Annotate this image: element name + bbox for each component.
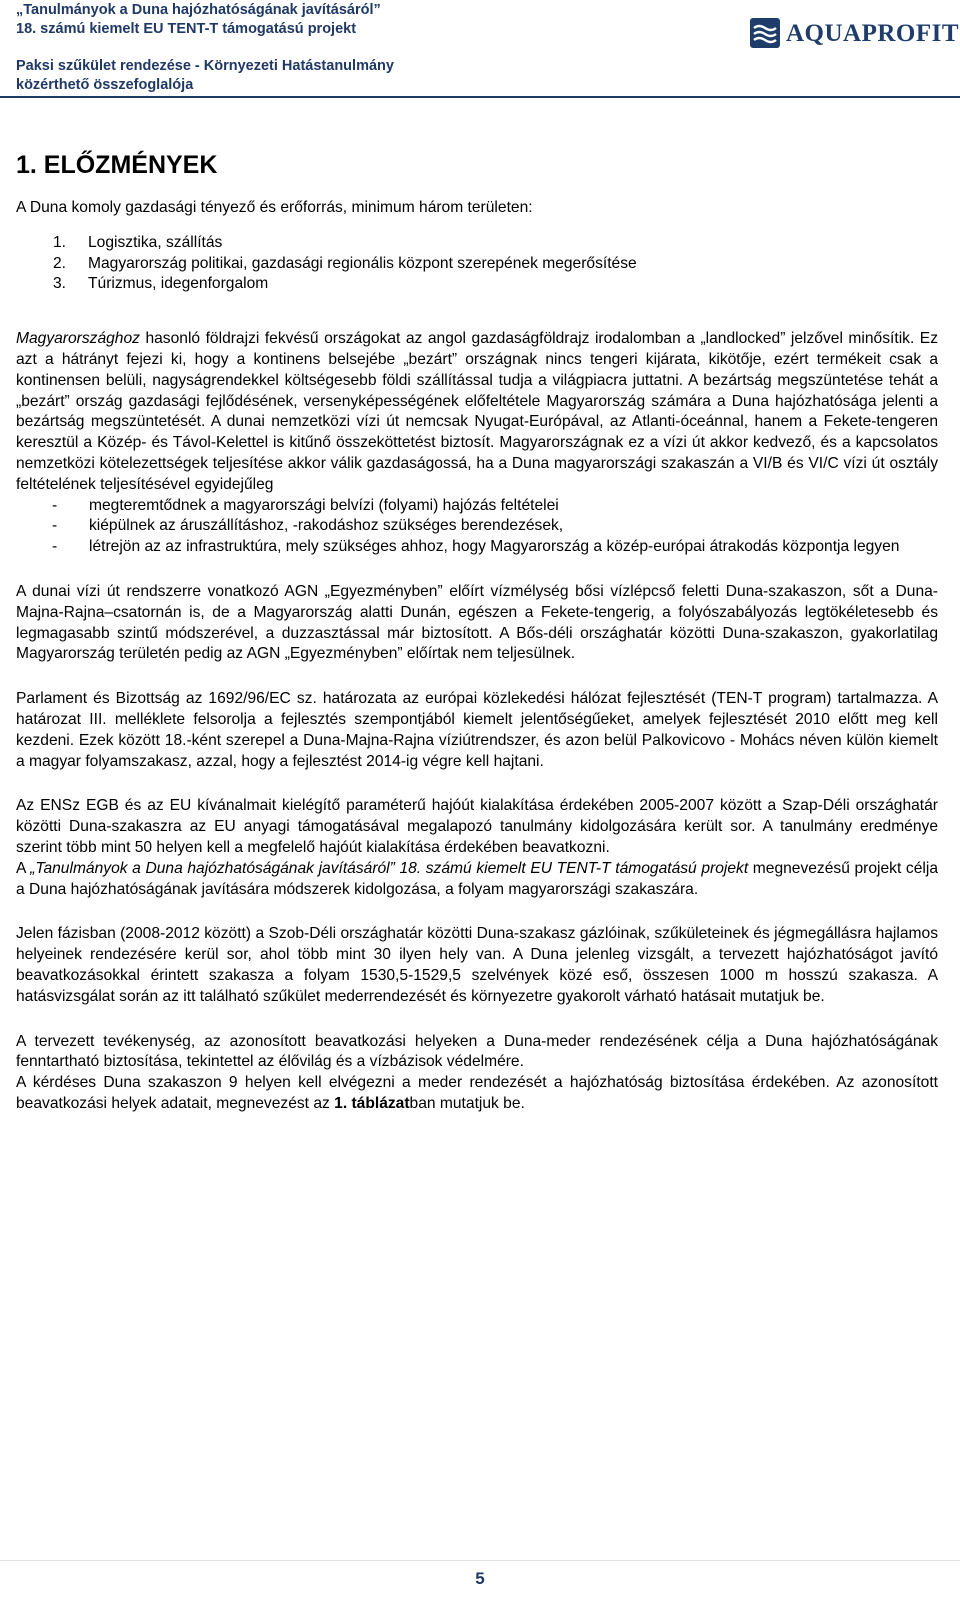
paragraph-agn: A dunai vízi út rendszerre vonatkozó AGN „Egyezményben” előírt vízmélység bősi vízlépcső feletti Duna-szakaszon, sőt a Duna-Majna-Rajna–csatornán is, de a Magyarország alatti Dunán, egészen a Fekete-tengerig, a folyószabályozás legtökéletesebb és legmagasabb szintű módszerével, a duzzasztással már biztosított. A Bős-déli országhatár közötti Duna-szakaszon, gyakorlatilag Magyarország területén pedig az AGN „Egyezményben” előírtak nem teljesülnek. [16,582,938,663]
paragraph-current-phase: Jelen fázisban (2008-2012 között) a Szob-Déli országhatár közötti Duna-szakasz gázlóinak, szűkületeinek és jégmegállásra hajlamos helyeinek rendezésére kerül sor, ahol több mint 30 ilyen hely van. A Duna jelenleg vizsgált, a tervezett hajózhatóságot javító beavatkozásokkal érintett szakasza a folyam 1530,5-1529,5 szelvények közé eső, összesen 1000 m hosszú szakasza. A hatásvizsgálat során az itt található szűkület mederrendezését és környezetre gyakorolt várható hatásait mutatjuk be. [16,925,938,1005]
list-item-number: 1. [53,233,67,251]
paragraph-text: ban mutatjuk be. [409,1094,525,1112]
paragraph-project [16,859,938,901]
list-item [16,233,938,254]
dash-list [16,496,938,558]
paragraph-landlocked [16,329,938,495]
header-project-title: „Tanulmányok a Duna hajózhatóságának javításáról” [16,2,381,18]
table-reference: 1. táblázat [334,1094,410,1112]
paragraph-table-reference [16,1073,938,1115]
logo-wordmark: AQUAPROFIT [786,20,960,47]
italic-project-name: „Tanulmányok a Duna hajózhatóságának javításáról” 18. számú kiemelt EU TENT-T támogatású projekt [30,859,749,877]
list-item-number: 3. [53,275,67,293]
list-item [16,537,938,558]
paragraph-text: A [16,859,31,877]
page-header [16,0,960,98]
dash-marker: - [52,538,58,556]
page-number: 5 [475,1569,485,1588]
list-item [16,516,938,537]
paragraph-text: hasonló földrajzi fekvésű országokat az angol gazdaságföldrajz irodalomban a „landlocked” jelzővel minősítik. Ez azt a hátrányt fejezi ki, hogy a kontinens belsejébe „bezárt” országnak nincs tengeri kijárata, kikötője, ezért termékeit csak a kontinensen belüli, nagyságrendekkel költségesebb földi szállítással tudja a világpiacra juttatni. A bezártság megszüntetése tehát a „bezárt” ország gazdasági fejlődésének, versenyképességének előfeltétele Magyarország számára a Duna hajózhatósága jelenti a bezártság megszüntetését. A dunai nemzetközi vízi út nemcsak Nyugat-Európával, az Atlanti-óceánnal, hanem a Fekete-tengeren keresztül a Közép- és Távol-Kelettel is kitűnő összeköttetést biztosít. Magyarországnak ez a vízi út akkor kedvező, és a kapcsolatos nemzetközi kötelezettségek teljesítése akkor válik gazdaságossá, ha a Duna magyarországi szakaszán a VI/B és VI/C vízi út osztály feltételének teljesítésével egyidejűleg [16,330,938,493]
list-item [16,496,938,517]
header-document-subtitle: közérthető összefoglalója [16,77,194,93]
list-item [16,254,938,275]
list-item-text: Logisztika, szállítás [88,233,223,251]
section-title: 1. ELŐZMÉNYEK [16,151,218,179]
dash-marker: - [52,517,58,535]
intro-paragraph: A Duna komoly gazdasági tényező és erőforrás, minimum három területen: [16,199,533,216]
paragraph-ten-t: Parlament és Bizottság az 1692/96/EC sz. határozata az európai közlekedési hálózat fejlesztését (TEN-T program) tartalmazza. A határozat III. melléklete felsorolja a fejlesztés szempontjából kiemelt jelentőségűeket, amelyek fejlesztését 2010 előtt meg kell kezdeni. Ezek között 18.-ként szerepel a Duna-Majna-Rajna víziútrendszer, és azon belül Palkovicovo - Mohács néven külön kiemelt a magyar folyamszakasz, azzal, hogy a fejlesztést 2014-ig végre kell hajtani. [16,690,938,770]
paragraph-planned-activity: A tervezett tevékenység, az azonosított beavatkozási helyeken a Duna-meder rendezésének célja a Duna hajózhatóságának fenntartható biztosítása, tekintettel az élővilág és a vízbázisok védelmére. [16,1032,938,1071]
footer-divider [0,1560,960,1561]
list-item [16,274,938,295]
aquaprofit-logo-icon [750,18,780,48]
list-item-text: létrejön az az infrastruktúra, mely szükséges ahhoz, hogy Magyarország a közép-európai átrakodás központja legyen [89,538,900,556]
italic-term: Magyarországhoz [16,330,140,348]
header-divider [0,96,960,98]
paragraph-text: A kérdéses Duna szakaszon 9 helyen kell elvégezni a meder rendezését a hajózhatóság biztosítása érdekében. Az azonosított beavatkozási helyek adatait, megnevezést az [16,1074,938,1112]
document-body [16,150,938,1115]
paragraph-ensz: Az ENSz EGB és az EU kívánalmait kielégítő paraméterű hajóút kialakítása érdekében 2005-2007 között a Szap-Déli országhatár közötti Duna-szakaszra az EU anyagi támogatásával megalapozó tanulmány kidolgozására került sor. A tanulmány eredménye szerint több mint 50 helyen kell a megfelelő hajóút kialakítása érdekében beavatkozni. [16,797,938,856]
aquaprofit-logo [750,18,960,52]
list-item-text: Magyarország politikai, gazdasági regionális központ szerepének megerősítése [88,254,637,272]
list-item-text: Túrizmus, idegenforgalom [88,275,269,293]
list-item-text: kiépülnek az áruszállításhoz, -rakodáshoz szükséges berendezések, [89,517,564,535]
list-item-text: megteremtődnek a magyarországi belvízi (folyami) hajózás feltételei [89,496,559,514]
header-project-subtitle: 18. számú kiemelt EU TENT-T támogatású projekt [16,21,357,37]
dash-marker: - [52,496,58,514]
header-document-title: Paksi szűkület rendezése - Környezeti Hatástanulmány [16,58,394,74]
paragraph-text: megnevezésű projekt célja a Duna hajózhatóságának javítására módszerek kidolgozása, a folyam magyarországi szakaszára. [16,859,938,898]
numbered-list [16,233,938,295]
list-item-number: 2. [53,254,67,272]
